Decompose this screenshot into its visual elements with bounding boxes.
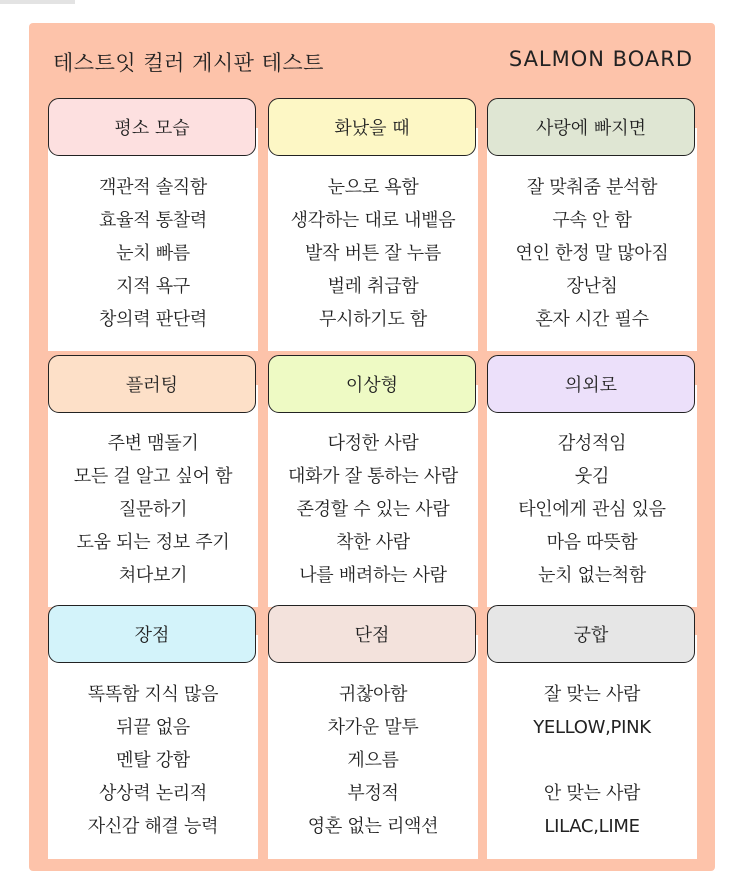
cell-list: [268, 678, 478, 843]
list-item: 영혼 없는 리액션: [307, 816, 439, 837]
list-item: 멘탈 강함: [116, 750, 190, 771]
cell-list: [268, 171, 478, 336]
list-item: 웃김: [574, 466, 610, 487]
list-item: 지적 욕구: [116, 276, 190, 297]
list-item: 연인 한정 말 많아짐: [515, 243, 669, 264]
list-item: 눈치 없는척함: [538, 565, 646, 586]
list-item: 장난침: [566, 276, 618, 297]
cell-title-tag: 사랑에 빠지면: [487, 98, 695, 156]
list-item: 주변 맴돌기: [107, 433, 199, 454]
list-item: 창의력 판단력: [99, 309, 207, 330]
list-item: 도움 되는 정보 주기: [76, 532, 230, 553]
list-item: 객관적 솔직함: [99, 177, 207, 198]
list-item: 혼자 시간 필수: [535, 309, 649, 330]
list-item: 착한 사람: [336, 532, 410, 553]
cell-list: [48, 427, 258, 592]
list-item: 마음 따뜻함: [546, 532, 638, 553]
list-item: 귀찮아함: [338, 684, 408, 705]
cell-list: [487, 171, 697, 336]
list-item: 자신감 해결 능력: [87, 816, 219, 837]
list-item: [487, 744, 697, 777]
list-item: 똑똑함 지식 많음: [87, 684, 219, 705]
cell-title-tag: 장점: [48, 605, 256, 663]
cell-list: [48, 678, 258, 843]
cell-list: [487, 678, 697, 843]
cell-list: [268, 427, 478, 592]
list-item: 눈으로 욕함: [327, 177, 419, 198]
list-item: 생각하는 대로 내뱉음: [290, 210, 456, 231]
list-item: 상상력 논리적: [99, 783, 207, 804]
list-item: 뒤끝 없음: [116, 717, 190, 738]
cell-title-tag: 평소 모습: [48, 98, 256, 156]
list-item: 다정한 사람: [327, 433, 419, 454]
list-item: LILAC,LIME: [544, 816, 640, 837]
cell-list: [48, 171, 258, 336]
list-item: 대화가 잘 통하는 사람: [287, 466, 459, 487]
list-item: 발작 버튼 잘 누름: [305, 243, 441, 264]
cell-title-tag: 화났을 때: [268, 98, 476, 156]
cell-title-tag: 단점: [268, 605, 476, 663]
list-item: 모든 걸 알고 싶어 함: [73, 466, 233, 487]
cell-title-tag: 궁합: [487, 605, 695, 663]
top-edge-bar: [0, 0, 75, 4]
list-item: 잘 맞춰줌 분석함: [526, 177, 658, 198]
list-item: 쳐다보기: [118, 565, 188, 586]
list-item: 구속 안 함: [552, 210, 632, 231]
list-item: 나를 배려하는 사람: [299, 565, 447, 586]
list-item: 안 맞는 사람: [543, 783, 641, 804]
color-board: [29, 23, 715, 871]
board-brand: SALMON BOARD: [508, 47, 693, 71]
list-item: 효율적 통찰력: [99, 210, 207, 231]
list-item: 게으름: [347, 750, 399, 771]
list-item: 눈치 빠름: [116, 243, 190, 264]
list-item: 벌레 취급함: [327, 276, 419, 297]
cell-title-tag: 이상형: [268, 355, 476, 413]
board-title: 테스트잇 컬러 게시판 테스트: [53, 51, 324, 75]
cell-grid: [29, 23, 715, 871]
list-item: 타인에게 관심 있음: [518, 499, 666, 520]
list-item: 존경할 수 있는 사람: [296, 499, 450, 520]
list-item: 질문하기: [118, 499, 188, 520]
list-item: 무시하기도 함: [319, 309, 427, 330]
list-item: 잘 맞는 사람: [543, 684, 641, 705]
list-item: 부정적: [347, 783, 399, 804]
list-item: 감성적임: [557, 433, 627, 454]
cell-title-tag: 플러팅: [48, 355, 256, 413]
list-item: YELLOW,PINK: [533, 717, 651, 738]
list-item: 차가운 말투: [327, 717, 419, 738]
cell-title-tag: 의외로: [487, 355, 695, 413]
cell-list: [487, 427, 697, 592]
